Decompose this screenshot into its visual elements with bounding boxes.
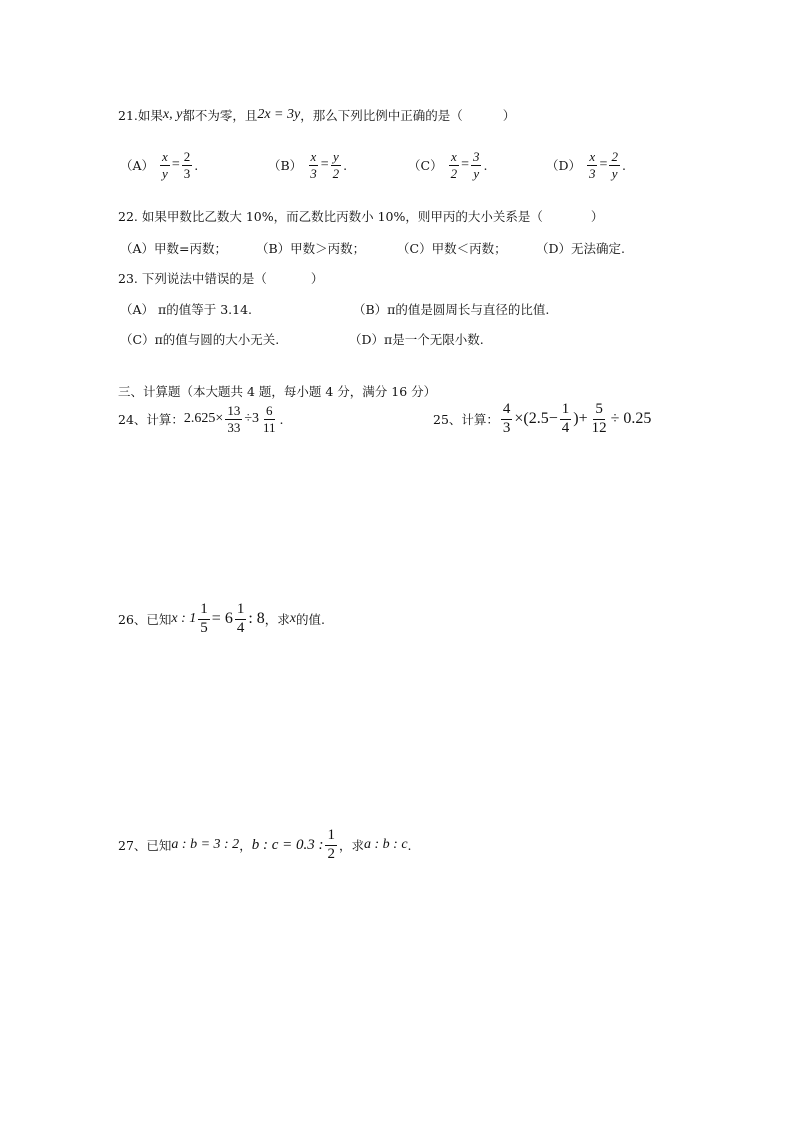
option-label: （D）	[546, 158, 582, 174]
question-23	[118, 269, 323, 287]
q22-option-a: （A）甲数=丙数；	[120, 241, 228, 256]
fraction: $\frac{4}{3}$	[502, 401, 511, 436]
q21-suffix: ，那么下列比例中正确的是（	[300, 108, 463, 123]
q26-label: 26、已知	[118, 612, 172, 628]
option-label: （C）	[408, 158, 443, 174]
q21-option-a: （A） $\frac{x}{y}$ = $\frac{2}{3}$ .	[120, 149, 199, 181]
fraction: $\frac{1}{5}$	[200, 601, 208, 636]
q23-option-b: （B）π的值是圆周长与直径的比值.	[353, 302, 550, 317]
q23-close-paren: ）	[310, 271, 324, 286]
q21-equation: 2x = 3y	[257, 107, 301, 122]
fraction: $\frac{x}{3}$	[589, 149, 596, 181]
fraction: $\frac{13}{33}$	[227, 403, 241, 435]
q24-label: 24、计算：	[118, 412, 184, 428]
q21-option-d: （D） $\frac{x}{3}$ = $\frac{2}{y}$ .	[546, 149, 626, 181]
q22-option-b: （B）甲数＞丙数；	[256, 241, 366, 256]
q23-option-d: （D）π是一个无限小数.	[349, 332, 484, 347]
question-26: 26、已知 x : 1 $\frac{1}{5}$ = 6 $\frac{1}{4}$ : 8 ，求 x 的值.	[118, 601, 325, 636]
q27-label: 27、已知	[118, 838, 172, 854]
fraction: $\frac{1}{2}$	[327, 827, 335, 862]
q21-prefix: 21.如果	[118, 108, 163, 123]
fraction: $\frac{x}{2}$	[450, 149, 458, 181]
q21-option-b: （B） $\frac{x}{3}$ = $\frac{y}{2}$ .	[268, 149, 348, 181]
fraction: $\frac{y}{2}$	[332, 149, 340, 181]
q22-option-d: （D）无法确定.	[536, 241, 625, 256]
fraction: $\frac{1}{4}$	[236, 601, 245, 636]
option-label: （A）	[120, 158, 155, 174]
q21-vars: x, y	[162, 107, 183, 122]
fraction: $\frac{5}{12}$	[591, 401, 607, 436]
q21-option-c: （C） $\frac{x}{2}$ = $\frac{3}{y}$ .	[408, 149, 488, 181]
question-24: 24、计算： 2.625× $\frac{13}{33}$ ÷3 $\frac{6}{11}$ .	[118, 403, 284, 435]
q23-option-a: （A） π的值等于 3.14.	[120, 302, 252, 317]
fraction: $\frac{3}{y}$	[472, 149, 480, 181]
fraction: $\frac{2}{y}$	[611, 149, 618, 181]
question-22	[118, 207, 603, 225]
q21-close-paren: ）	[502, 108, 516, 123]
option-label: （B）	[268, 158, 303, 174]
fraction: $\frac{1}{4}$	[561, 401, 570, 436]
q23-text: 23. 下列说法中错误的是（	[118, 271, 267, 286]
question-25: 25、计算： $\frac{4}{3}$ ×(2.5− $\frac{1}{4}$ )+ $\frac{5}{12}$ ÷ 0.25	[433, 401, 652, 436]
q22-text: 22. 如果甲数比乙数大 10%，而乙数比丙数小 10%，则甲丙的大小关系是（	[118, 209, 543, 224]
q22-option-c: （C）甲数＜丙数；	[397, 241, 507, 256]
q22-close-paren: ）	[590, 209, 604, 224]
fraction: $\frac{2}{3}$	[183, 149, 191, 181]
question-27: 27、已知 a : b = 3 : 2 ， b : c = 0.3 : $\frac{1}{2}$ ，求 a : b : c .	[118, 827, 412, 862]
q25-label: 25、计算：	[433, 412, 499, 428]
q23-option-c: （C）π的值与圆的大小无关.	[120, 332, 280, 347]
section-3-title: 三、计算题（本大题共 4 题，每小题 4 分，满分 16 分）	[118, 384, 437, 399]
fraction: $\frac{x}{3}$	[310, 149, 317, 181]
question-21	[118, 106, 515, 124]
fraction: $\frac{6}{11}$	[263, 403, 276, 435]
q21-mid: 都不为零，且	[182, 108, 258, 123]
fraction: $\frac{x}{y}$	[162, 149, 168, 181]
